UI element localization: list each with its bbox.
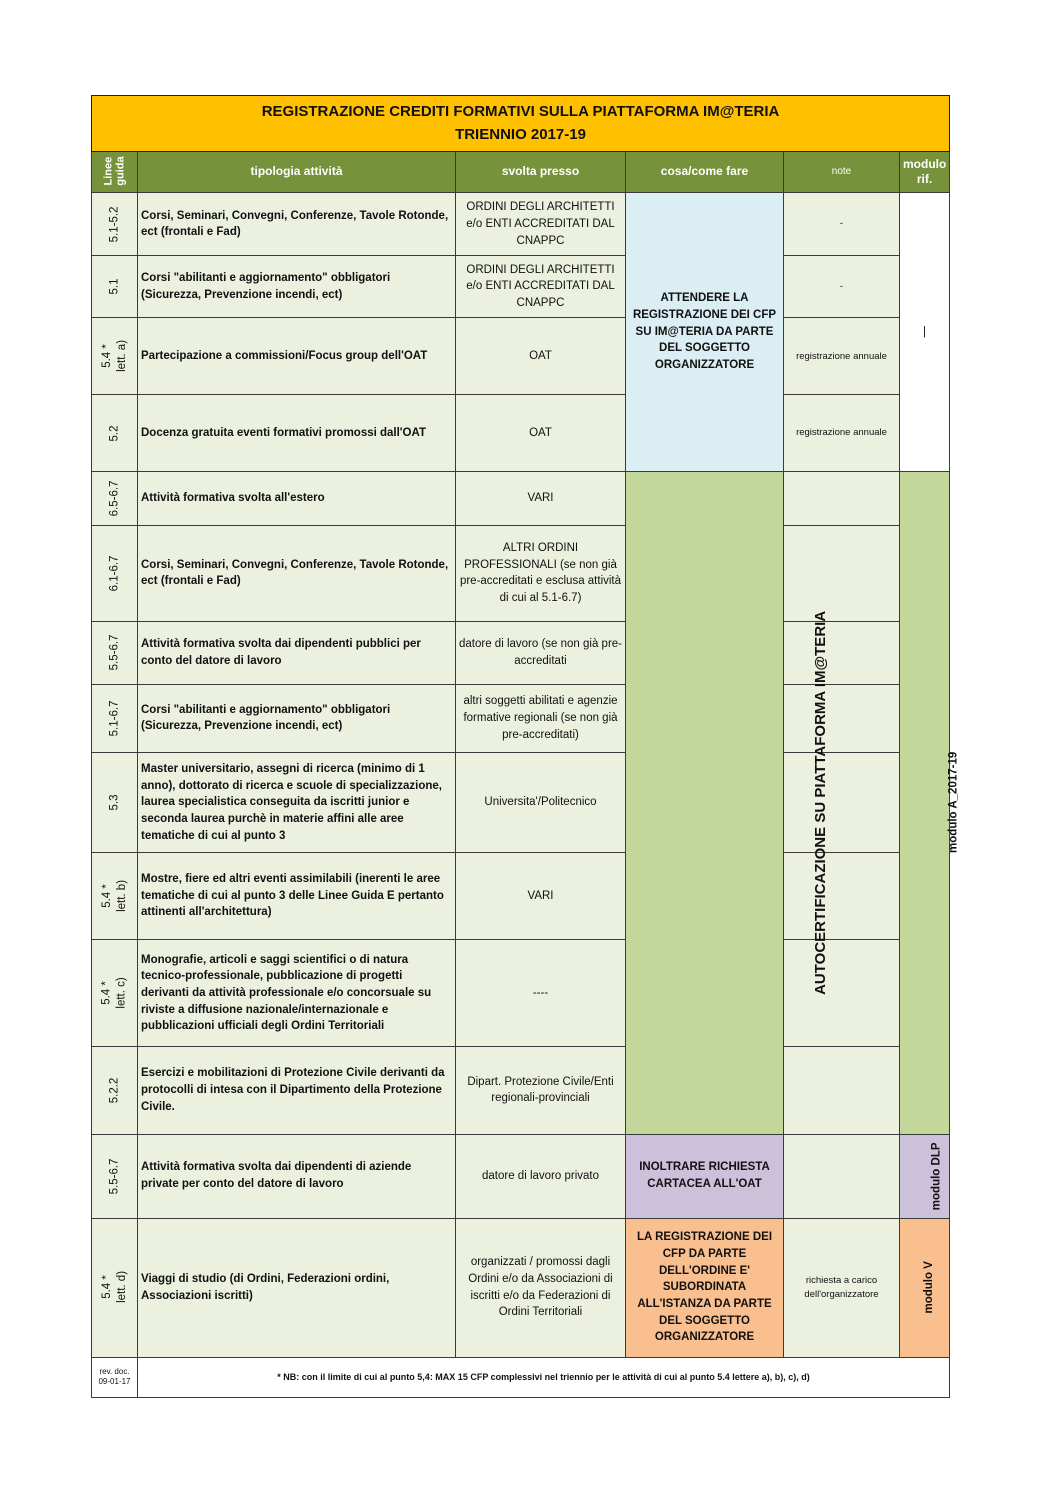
module-v-label: modulo V xyxy=(922,1261,935,1314)
where-cell: ---- xyxy=(456,940,626,1047)
credits-sheet xyxy=(91,95,960,1398)
note-cell: registrazione annuale xyxy=(784,318,900,395)
note-cell xyxy=(784,940,900,1047)
guide-label xyxy=(100,977,130,1008)
footnote: * NB: con il limite di cui al punto 5,4: MAX 15 CFP complessivi nel triennio per le attività di cui al punto 5.4 lettere a), b), c), d) xyxy=(138,1357,950,1397)
where-cell: Universita'/Politecnico xyxy=(456,752,626,852)
guide-label: 5.1-6.7 xyxy=(108,700,121,737)
note-cell xyxy=(784,525,900,621)
action-registration: LA REGISTRAZIONE DEI CFP DA PARTE DELL'ORDINE E' SUBORDINATA ALL'ISTANZA DA PARTE DEL SOGGETTO ORGANIZZATORE xyxy=(626,1218,784,1357)
guide-cell xyxy=(92,1047,138,1134)
activity-cell: Corsi, Seminari, Convegni, Conferenze, Tavole Rotonde, ect (frontali e Fad) xyxy=(138,525,456,621)
guide-label xyxy=(100,340,130,372)
guide-label xyxy=(100,880,130,912)
header-module xyxy=(900,152,950,193)
activity-cell: Master universitario, assegni di ricerca (minimo di 1 anno), dottorato di ricerca e scuole di specializzazione, laurea specialistica conseguita da iscritti junior e seconda laurea purchè in materie affini alle aree tematiche di cui al punto 3 xyxy=(138,752,456,852)
action-self-cert-label: AUTOCERTIFICAZIONE SU PIATTAFORMA IM@TERIA xyxy=(812,610,830,995)
where-cell: OAT xyxy=(456,395,626,471)
note-cell xyxy=(784,621,900,684)
note-cell: - xyxy=(784,256,900,318)
guide-cell xyxy=(92,256,138,318)
guide-label-line2: lett. d) xyxy=(115,1271,128,1304)
guide-cell xyxy=(92,621,138,684)
action-self-cert xyxy=(626,471,830,1134)
table-row xyxy=(92,525,950,621)
guide-label-line1: 5.4 * xyxy=(100,1275,113,1300)
footer-row xyxy=(92,1357,950,1397)
activity-cell: Corsi "abilitanti e aggiornamento" obbligatori (Sicurezza, Prevenzione incendi, ect) xyxy=(138,256,456,318)
header-activity: tipologia attività xyxy=(138,152,456,193)
activity-cell: Viaggi di studio (di Ordini, Federazioni ordini, Associazioni iscritti) xyxy=(138,1218,456,1357)
where-cell: organizzati / promossi dagli Ordini e/o da Associazioni di iscritti e/o da Federazioni di Ordini Territoriali xyxy=(456,1218,626,1357)
note-cell xyxy=(784,684,900,752)
guide-label-line2: lett. a) xyxy=(115,340,128,372)
header-guide xyxy=(92,152,138,193)
guide-label: 5.1-5.2 xyxy=(108,206,121,243)
header-module-line1: modulo xyxy=(903,156,947,171)
guide-label-line1: 5.4 * xyxy=(100,883,113,908)
module-first: | xyxy=(900,193,950,471)
guide-label: 6.1-6.7 xyxy=(108,555,121,592)
guide-cell xyxy=(92,471,138,525)
where-cell: ORDINI DEGLI ARCHITETTI e/o ENTI ACCREDITATI DAL CNAPPC xyxy=(456,256,626,318)
revision-cell xyxy=(92,1357,138,1397)
table-row xyxy=(92,1134,950,1218)
activity-cell: Esercizi e mobilitazioni di Protezione Civile derivanti da protocolli di intesa con il Dipartimento della Protezione Civile. xyxy=(138,1047,456,1134)
note-cell: registrazione annuale xyxy=(784,395,900,471)
guide-label: 6.5-6.7 xyxy=(108,480,121,517)
header-how: cosa/come fare xyxy=(626,152,784,193)
header-notes: note xyxy=(784,152,900,193)
guide-cell xyxy=(92,684,138,752)
header-guide-line2: guida xyxy=(114,156,127,186)
action-paper: INOLTRARE RICHIESTA CARTACEA ALL'OAT xyxy=(626,1134,784,1218)
where-cell: altri soggetti abilitati e agenzie formative regionali (se non già pre-accreditati) xyxy=(456,684,626,752)
guide-label: 5.2 xyxy=(108,425,121,442)
guide-label: 5.5-6.7 xyxy=(108,1158,121,1195)
where-cell: VARI xyxy=(456,853,626,940)
activity-cell: Attività formativa svolta all'estero xyxy=(138,471,456,525)
guide-label: 5.3 xyxy=(108,794,121,811)
note-cell xyxy=(784,752,900,852)
table-row xyxy=(92,1047,950,1134)
activity-cell: Attività formativa svolta dai dipendenti pubblici per conto del datore di lavoro xyxy=(138,621,456,684)
where-cell: ORDINI DEGLI ARCHITETTI e/o ENTI ACCREDITATI DAL CNAPPC xyxy=(456,193,626,256)
guide-label-line2: lett. c) xyxy=(115,977,128,1009)
title-line-1: REGISTRAZIONE CREDITI FORMATIVI SULLA PIATTAFORMA IM@TERIA xyxy=(261,103,780,121)
module-dlp-label: modulo DLP xyxy=(930,1142,943,1210)
guide-label-line1: 5.4 * xyxy=(100,981,113,1005)
header-guide-line1: Linee xyxy=(102,156,115,186)
header-where: svolta presso xyxy=(456,152,626,193)
guide-cell xyxy=(92,318,138,395)
table-row xyxy=(92,471,950,525)
guide-cell xyxy=(92,1218,138,1357)
note-cell: richiesta a carico dell'organizzatore xyxy=(784,1218,900,1357)
note-cell: - xyxy=(784,193,900,256)
module-v xyxy=(900,1218,950,1357)
where-cell: datore di lavoro (se non già pre-accreditati xyxy=(456,621,626,684)
where-cell: OAT xyxy=(456,318,626,395)
table-row xyxy=(92,318,950,395)
revision-line1: rev. doc. xyxy=(99,1367,130,1377)
where-cell: Dipart. Protezione Civile/Enti regionali-provinciali xyxy=(456,1047,626,1134)
activity-cell: Docenza gratuita eventi formativi promossi dall'OAT xyxy=(138,395,456,471)
guide-cell xyxy=(92,940,138,1047)
header-module-line2: rif. xyxy=(916,172,933,187)
activity-cell: Attività formativa svolta dai dipendenti di aziende private per conto del datore di lavoro xyxy=(138,1134,456,1218)
guide-cell xyxy=(92,752,138,852)
guide-label xyxy=(100,1271,130,1303)
guide-cell xyxy=(92,853,138,940)
guide-label-line2: lett. b) xyxy=(115,879,128,912)
guide-label: 5.2.2 xyxy=(108,1077,121,1104)
guide-cell xyxy=(92,525,138,621)
note-cell xyxy=(784,471,900,525)
activity-cell: Partecipazione a commissioni/Focus group dell'OAT xyxy=(138,318,456,395)
module-a xyxy=(900,471,960,1134)
guide-label: 5.5-6.7 xyxy=(108,635,121,671)
where-cell: ALTRI ORDINI PROFESSIONALI (se non già pre-accreditati e esclusa attività di cui al 5.1-6.7) xyxy=(456,525,626,621)
guide-cell xyxy=(92,1134,138,1218)
note-cell xyxy=(784,853,900,940)
revision-line2: 09-01-17 xyxy=(98,1377,131,1387)
module-a-label: modulo A_2017-19 xyxy=(947,751,960,854)
action-wait: ATTENDERE LA REGISTRAZIONE DEI CFP SU IM@TERIA DA PARTE DEL SOGGETTO ORGANIZZATORE xyxy=(626,193,784,471)
module-dlp xyxy=(900,1134,950,1218)
table-row xyxy=(92,193,950,256)
activity-cell: Corsi "abilitanti e aggiornamento" obbligatori (Sicurezza, Prevenzione incendi, ect) xyxy=(138,684,456,752)
where-cell: VARI xyxy=(456,471,626,525)
activity-cell: Monografie, articoli e saggi scientifici o di natura tecnico-professionale, pubblicazione di progetti derivanti da attività professionale e/o concorsuale su riviste a diffusione nazionale/internazionale e pubblicazioni ufficiali degli Ordini Territoriali xyxy=(138,940,456,1047)
table-row xyxy=(92,395,950,471)
note-cell xyxy=(784,1134,900,1218)
title-line-2: TRIENNIO 2017-19 xyxy=(455,125,586,143)
table-row xyxy=(92,256,950,318)
note-cell xyxy=(784,1047,900,1134)
page-title xyxy=(92,96,950,152)
guide-label: 5.1 xyxy=(108,278,121,295)
activity-cell: Mostre, fiere ed altri eventi assimilabili (inerenti le aree tematiche di cui al punto 3 delle Linee Guida E pertanto attinenti all'architettura) xyxy=(138,853,456,940)
where-cell: datore di lavoro privato xyxy=(456,1134,626,1218)
guide-cell xyxy=(92,193,138,256)
credits-table xyxy=(91,95,960,1398)
table-row xyxy=(92,1218,950,1357)
guide-label-line1: 5.4 * xyxy=(100,344,113,368)
activity-cell: Corsi, Seminari, Convegni, Conferenze, Tavole Rotonde, ect (frontali e Fad) xyxy=(138,193,456,256)
guide-cell xyxy=(92,395,138,471)
